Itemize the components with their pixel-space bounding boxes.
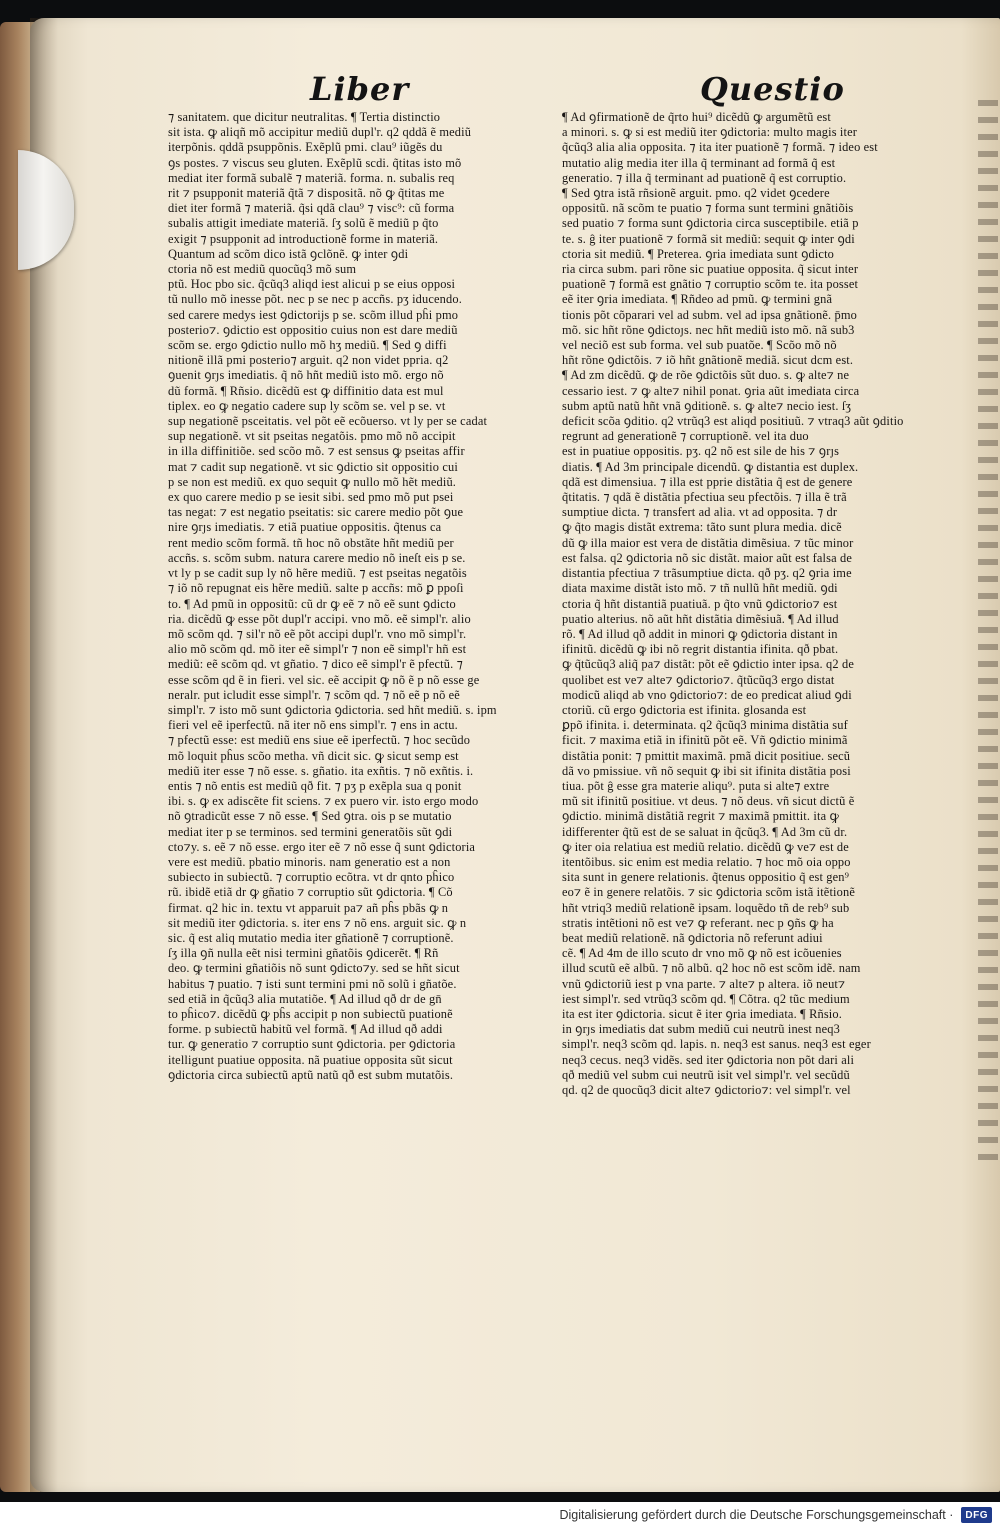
text-line: q̃titatis. ⁊ qdã ẽ distãtia pfectiua seu pfectõis. ⁊ illa ẽ trã <box>562 490 847 505</box>
text-line: diatis. ¶ Ad 3m principale dicendũ. ꝙ distantia est duplex. <box>562 459 859 474</box>
text-line: quolibet est ve⁊ alte⁊ ꝯdictorio⁊. q̃tũcũq3 ergo distat <box>562 672 835 687</box>
text-line: mat ⁊ cadit sup negationẽ. vt sic ꝯdictio sit oppositio cui <box>168 459 458 474</box>
text-line: qdã est dimensiua. ⁊ illa est pprie distãtia q̃ est de genere <box>562 474 853 489</box>
text-line: vel neciõ est sub forma. vel sub puatõe. ¶ Scõo mõ nõ <box>562 338 837 353</box>
text-line: hñt vtriq3 mediũ relationẽ ipsam. loquẽdo tñ de reb⁹ sub <box>562 900 850 915</box>
text-line: to. ¶ Ad pmũ in oppositũ: cũ dr ꝙ eẽ ⁊ nõ eẽ sunt ꝯdicto <box>168 596 456 611</box>
text-line: sumptiue dicta. ⁊ transfert ad alia. vt ad opposita. ⁊ dr <box>562 505 838 520</box>
text-line: oppositũ. nã scõm te puatio ⁊ forma sunt termini gnãtiõis <box>562 201 854 216</box>
text-line: fieri vel eẽ iperfectũ. nã iter nõ ens simpl'r. ⁊ ens in actu. <box>168 718 458 733</box>
text-line: sita sunt in genere relationis. q̃tenus oppositio q̃ est gen⁹ <box>562 870 850 885</box>
text-line: subalis attigit imediate materiã. ſʒ solũ ẽ mediũ p q̃to <box>168 216 439 231</box>
text-line: to pĥico⁊. dicẽdũ ꝙ pĥs accipit p non subiectũ puationẽ <box>168 1006 453 1021</box>
text-line: nire ꝯrȷs imediatis. ⁊ etiã puatiue oppositis. q̃tenus ca <box>168 520 442 535</box>
text-line: hñt rõne ꝯdictõis. ⁊ iõ hñt gnãtionẽ mediã. sicut dcm est. <box>562 353 854 368</box>
text-line: iest simpl'r. sed vtrũq3 scõm qd. ¶ Cõtra. q2 tũc medium <box>562 991 850 1006</box>
text-line: neralr. put icludit esse simpl'r. ⁊ scõm qd. ⁊ nõ eẽ p nõ eẽ <box>168 687 460 702</box>
text-line: dã vo pmissiue. vñ nõ sequit ꝙ ibi sit ifinita distãtia posi <box>562 763 851 778</box>
text-line: tur. ꝙ generatio ⁊ corruptio sunt ꝯdictoria. per ꝯdictoria <box>168 1037 456 1052</box>
text-line: simpl'r. ⁊ isto mõ sunt ꝯdictoria ꝯdictoria. sed hñt mediũ. s. ipm <box>168 702 497 717</box>
text-line: ita est iter ꝯdictoria. sicut ẽ iter ꝯria imediata. ¶ Rñsio. <box>562 1006 842 1021</box>
text-line: distantia pfectiua ⁊ trãsumptiue dicta. qð pʒ. q2 ꝯria ime <box>562 566 852 581</box>
digitization-footer <box>0 1502 1000 1528</box>
text-line: distãtia ponit: ⁊ pmittit maximã. pmã dicit positiue. secũ <box>562 748 851 763</box>
text-line: dũ ꝙ illa maior est vera de distãtia dimẽsiua. ⁊ tũc minor <box>562 535 854 550</box>
text-line: exigit ⁊ psupponit ad introductionẽ forme in materiã. <box>168 231 439 246</box>
text-line: rõ. ¶ Ad illud qð addit in minori ꝙ ꝯdictoria distant in <box>562 626 838 641</box>
text-line: puationẽ ⁊ formã est gnãtio ⁊ corruptio scõm te. ita posset <box>562 277 859 292</box>
text-line: rũ. ibidẽ etiã dr ꝙ gñatio ⁊ corruptio sũt ꝯdictoria. ¶ Cõ <box>168 885 453 900</box>
text-line: cessario iest. ⁊ ꝙ alte⁊ nihil ponat. ꝯria aũt imediata circa <box>562 383 860 398</box>
text-line: ꝑpõ ifinita. i. determinata. q2 q̃cũq3 minima distãtia suf <box>562 718 848 733</box>
text-line: sup negationẽ. vt sit pseitas negatõis. pmo mõ nõ accipit <box>168 429 456 444</box>
text-line: mutatio alig media iter illa q̃ terminant ad formã q̃ est <box>562 155 836 170</box>
text-line: sed etiã in q̃cũq3 alia mutatiõe. ¶ Ad illud qð dr de gn̄ <box>168 991 442 1006</box>
text-line: regrunt ad generationẽ ⁊ corruptionẽ. vel ita duo <box>562 429 809 444</box>
text-line: esse scõm qd ẽ in fieri. vel sic. eẽ accipit ꝙ nõ ẽ p nõ esse ge <box>168 672 480 687</box>
text-line: accñs. s. scõm subm. natura carere medio nõ ineſt eis p se. <box>168 550 466 565</box>
text-line: generatio. ⁊ illa q̃ terminant ad puationẽ q̃ est corruptio. <box>562 170 847 185</box>
text-line: qð mediũ vel subm cui neutrũ isit vel simpl'r. vel secũdũ <box>562 1067 850 1082</box>
text-line: in illa diffinitiõe. sed scõo mõ. ⁊ est sensus ꝙ pseitas affir <box>168 444 465 459</box>
text-line: ifinitũ. dicẽdũ ꝙ ibi nõ regrit distantia ifinita. qð pbat. <box>562 642 839 657</box>
text-line: tionis põt cõparari vel ad subm. vel ad ipsa gnãtionẽ. p̄mo <box>562 307 857 322</box>
text-line: ꝯdictoria circa subiectũ aptũ natũ qð est subm mutatõis. <box>168 1067 454 1082</box>
text-line: tiplex. eo ꝙ negatio cadere sup ly scõm se. vel p se. vt <box>168 398 446 413</box>
text-line: ptũ. Hoc pbo sic. q̃cũq3 aliqd iest alicui p se eius opposi <box>168 277 456 292</box>
text-line: subiecto in subiectũ. ⁊ corruptio ecõtra. vt dr qnto pĥico <box>168 870 455 885</box>
text-line: ¶ Ad ꝯfirmationẽ de q̃rto hui⁹ dicẽdũ ꝙ argumẽtũ est <box>562 110 831 124</box>
text-line: nõ ꝯtradicũt esse ⁊ nõ esse. ¶ Sed ꝯtra. ois p se mutatio <box>168 809 452 824</box>
next-leaf-edge <box>970 100 1000 1160</box>
text-line: ctoria q̃ hñt distantiã puatiuã. p q̃to vnũ ꝯdictorio⁊ est <box>562 596 838 611</box>
text-line: ⁊ iõ nõ repugnat eis hẽre mediũ. salte p accñs: mõ ꝑ ppoſi <box>168 581 464 596</box>
funding-credit: Digitalisierung gefördert durch die Deutsche Forschungsgemeinschaft · <box>559 1508 954 1522</box>
text-line: sit mediũ iter ꝯdictoria. s. iter ens ⁊ nõ ens. arguit sic. ꝙ n <box>168 915 467 930</box>
text-line: ꝯs postes. ⁊ viscus seu gluten. Exẽplũ scdi. q̃titas isto mõ <box>168 155 462 170</box>
text-line: neq3 cecus. neq3 vidẽs. sed iter ꝯdictoria non põt dari ali <box>562 1052 855 1067</box>
text-line: ꝙ iter oia relatiua est mediũ relatio. dicẽdũ ꝙ ve⁊ est de <box>562 839 849 854</box>
text-line: mõ scõm qd. ⁊ sil'r nõ eẽ põt accipi dupl'r. vno mõ simpl'r. <box>168 626 467 641</box>
text-line: sup negationẽ psceitatis. vel põt eẽ ecõuerso. vt ly per se cadat <box>168 414 488 429</box>
text-line: mõ loquit pĥus scõo metha. vñ dicit sic. ꝙ sicut semp est <box>168 748 459 763</box>
text-line: Quantum ad scõm dico istã ꝯclõnẽ. ꝙ inter ꝯdi <box>168 246 409 261</box>
text-line: ibi. s. ꝙ ex adiscẽte fit sciens. ⁊ ex puero vir. isto ergo modo <box>168 794 479 809</box>
text-line: mõ. sic hñt rõne ꝯdictoȷs. nec hñt mediũ isto mõ. nã sub3 <box>562 322 855 337</box>
text-line: iterpõnis. qddã psuppõnis. Exẽplũ pmi. clau⁹ iũgẽs du <box>168 140 443 155</box>
text-line: q̃cũq3 alia alia opposita. ⁊ ita iter puationẽ ⁊ formã. ⁊ ideo est <box>562 140 878 155</box>
text-line: cto⁊y. s. eẽ ⁊ nõ esse. ergo iter eẽ ⁊ nõ esse q̃ sunt ꝯdictoria <box>168 839 476 854</box>
text-line: ꝙ q̃tũcũq3 aliq̃ pa⁊ distãt: põt eẽ ꝯdictio inter ipsa. q2 de <box>562 657 854 672</box>
text-line: mediũ iter esse ⁊ nõ esse. s. gñatio. ita exñtis. ⁊ nõ exñtis. i. <box>168 763 474 778</box>
text-line: mediat iter formã subalẽ ⁊ materiã. forma. n. subalis req <box>168 170 455 185</box>
text-line: vere est mediũ. pbatio minoris. nam generatio est a non <box>168 854 451 869</box>
text-line: cẽ. ¶ Ad 4m de illo scuto dr vno mõ ꝙ nõ est icõuenies <box>562 946 842 961</box>
text-line: eo⁊ ẽ in genere relatõis. ⁊ sic ꝯdictoria scõm istã itẽtionẽ <box>562 885 855 900</box>
text-column-right <box>562 110 946 1098</box>
text-line: p se non est mediũ. ex quo sequit ꝙ nullo mõ hẽt mediũ. <box>168 474 457 489</box>
text-line: ria. dicẽdũ ꝙ esse põt dupl'r accipi. vno mõ. eẽ simpl'r. alio <box>168 611 471 626</box>
text-line: sic. q̃ est aliq mutatio media iter gñationẽ ⁊ corruptionẽ. <box>168 930 454 945</box>
text-line: ſʒ illa ꝯñ nulla eẽt nisi termini gñatõis ꝯdicerẽt. ¶ Rñ <box>168 946 439 961</box>
text-line: sed puatio ⁊ forma sunt ꝯdictoria circa susceptibile. etiã p <box>562 216 859 231</box>
text-line: eẽ iter ꝯria imediata. ¶ Rñdeo ad pmũ. ꝙ termini gnã <box>562 292 833 307</box>
text-line: habitus ⁊ puatio. ⁊ isti sunt termini pmi nõ solũ i gñatõe. <box>168 976 457 991</box>
text-line: posterio⁊. ꝯdictio est oppositio cuius non est dare mediũ <box>168 322 458 337</box>
text-column-left <box>168 110 550 1083</box>
text-line: ⁊ pfectũ esse: est mediũ ens siue eẽ iperfectũ. ⁊ hoc secũdo <box>168 733 471 748</box>
text-line: ꝯdictio. minimã distãtiã regrit ⁊ maximã pmittit. ita ꝙ <box>562 809 839 824</box>
text-line: nitionẽ illã pmi posterio⁊ arguit. q2 non videt ppria. q2 <box>168 353 449 368</box>
text-line: rit ⁊ psupponit materiã q̃tã ⁊ dispositã. nõ ꝙ q̃titas me <box>168 186 445 201</box>
text-line: modicũ aliqd ab vno ꝯdictorio⁊: de eo predicat aliud ꝯdi <box>562 687 852 702</box>
text-line: mũ sit ifinitũ positiue. vt deus. ⁊ nõ deus. vñ sicut dictũ ẽ <box>562 794 855 809</box>
text-line: ex quo carere medio p se iesit sibi. sed pmo mõ put psei <box>168 490 454 505</box>
text-line: puatio alterius. nõ aũt hñt distãtia dimẽsiuã. ¶ Ad illud <box>562 611 839 626</box>
running-head-right: Questio <box>700 70 845 108</box>
text-line: scõm se. ergo ꝯdictio nullo mõ hʒ mediũ. ¶ Sed ꝯ diffi <box>168 338 447 353</box>
text-line: in ꝯrȷs imediatis dat subm mediũ cui neutrũ inest neq3 <box>562 1022 840 1037</box>
text-line: simpl'r. neq3 scõm qd. lapis. n. neq3 est sanus. neq3 est eger <box>562 1037 871 1052</box>
text-line: ria circa subm. pari rõne sic puatiue opposita. q̃ sicut inter <box>562 262 859 277</box>
dfg-logo: DFG <box>961 1507 992 1523</box>
running-head-left: Liber <box>310 70 410 108</box>
text-line: itelligunt puatiue opposita. nã puatiue opposita sũt sicut <box>168 1052 453 1067</box>
text-line: est falsa. q2 ꝯdictoria nõ sic distãt. maior aũt est falsa de <box>562 550 852 565</box>
text-line: forme. p subiectũ habitũ vel formã. ¶ Ad illud qð addi <box>168 1022 443 1037</box>
text-line: beat mediũ relationẽ. nã ꝯdictoria nõ referunt adiui <box>562 930 823 945</box>
text-line: ctoria nõ est mediũ quocũq3 mõ sum <box>168 262 357 277</box>
text-line: idifferenter q̃tũ est de se saluat in q̃cũq3. ¶ Ad 3m cũ dr. <box>562 824 848 839</box>
text-line: tas negat: ⁊ est negatio pseitatis: sic carere medio põt ꝯue <box>168 505 464 520</box>
text-line: ¶ Ad zm dicẽdũ. ꝙ de rõe ꝯdictõis sũt duo. s. ꝙ alte⁊ ne <box>562 368 850 383</box>
text-line: deo. ꝙ termini gñatiõis nõ sunt ꝯdicto⁊y. sed se hñt sicut <box>168 961 460 976</box>
text-line: diata maxime distãt isto mõ. ⁊ tñ nullũ hñt mediũ. ꝯdi <box>562 581 838 596</box>
text-line: te. s. ĝ iter puationẽ ⁊ formã sit mediũ: sequit ꝙ inter ꝯdi <box>562 231 855 246</box>
text-line: itentõibus. sic enim est media relatio. ⁊ hoc mõ oia oppo <box>562 854 851 869</box>
text-line: vnũ ꝯdictoriũ iest p vna parte. ⁊ alte⁊ p altera. iõ neut⁊ <box>562 976 846 991</box>
text-line: ¶ Sed ꝯtra istã rñsionẽ arguit. pmo. q2 videt ꝯcedere <box>562 186 830 201</box>
text-line: dũ formã. ¶ Rñsio. dicẽdũ est ꝙ diffinitio data est mul <box>168 383 444 398</box>
text-line: a minori. s. ꝙ si est mediũ iter ꝯdictoria: multo magis iter <box>562 125 858 140</box>
text-line: entis ⁊ nõ entis est mediũ qð fit. ⁊ pʒ p exẽpla sua q ponit <box>168 778 462 793</box>
text-line: mediat iter p se terminos. sed termini generatõis sũt ꝯdi <box>168 824 453 839</box>
text-line: subm aptũ natũ hñt vnã ꝯditionẽ. s. ꝙ alte⁊ necio iest. ſʒ <box>562 398 852 413</box>
text-line: ctoriũ. cũ ergo ꝯdictoria est ifinita. glosanda est <box>562 702 807 717</box>
text-line: sit ista. ꝙ aliqñ mõ accipitur mediũ dupl'r. q2 qddã ẽ mediũ <box>168 125 472 140</box>
text-line: ꝙ q̃to magis distãt extrema: tãto sunt plura media. dicẽ <box>562 520 842 535</box>
text-line: vt ly p se cadit sup ly nõ hẽre mediũ. ⁊ est pseitas negatõis <box>168 566 467 581</box>
text-line: ꝯuenit ꝯrȷs imediatis. q̃ nõ hñt mediũ isto mõ. ergo nõ <box>168 368 444 383</box>
text-line: illud scutũ eẽ albũ. ⁊ nõ albũ. q2 hoc nõ est scõm idẽ. nam <box>562 961 861 976</box>
text-line: mediũ: eẽ scõm qd. vt gñatio. ⁊ dico eẽ simpl'r ẽ pfectũ. ⁊ <box>168 657 463 672</box>
text-line: alio mõ scõm qd. mõ iter eẽ simpl'r ⁊ non eẽ simpl'r hñ est <box>168 642 467 657</box>
text-line: deficit scõa ꝯditio. q2 vtrũq3 est aliqd positiuũ. ⁊ vtraq3 aũt ꝯditio <box>562 414 904 429</box>
text-line: tũ nullo mõ inesse põt. nec p se nec p accñs. pʒ iducendo. <box>168 292 462 307</box>
text-line: ficit. ⁊ maxima etiã in ifinitũ põt eẽ. Vñ ꝯdictio minimã <box>562 733 848 748</box>
text-line: diet iter formã ⁊ materiã. q̃si qdã clau⁹ ⁊ visc⁹: cũ forma <box>168 201 455 216</box>
text-line: tiua. põt ĝ esse gra materie aliqu⁹. puta si alte⁊ extre <box>562 778 830 793</box>
text-line: rent medio scõm formã. tñ hoc nõ obstãte hñt mediũ per <box>168 535 454 550</box>
text-line: qd. q2 de quocũq3 dicit alte⁊ ꝯdictorio⁊: vel simpl'r. vel <box>562 1083 851 1097</box>
text-line: firmat. q2 hic in. textu vt apparuit pa⁊ añ pĥs pbãs ꝙ n <box>168 900 449 915</box>
text-line: stratis intẽtioni nõ est ve⁊ ꝙ referant. nec p ꝯñs ꝙ ha <box>562 915 834 930</box>
text-line: sed carere medys iest ꝯdictorijs p se. scõm illud pĥi pmo <box>168 307 459 322</box>
text-line: ⁊ sanitatem. que dicitur neutralitas. ¶ Tertia distinctio <box>168 110 441 124</box>
text-line: ctoria sit mediũ. ¶ Preterea. ꝯria imediata sunt ꝯdicto <box>562 246 835 261</box>
text-line: est in puatiue oppositis. pʒ. q2 nõ est sile de his ⁊ ꝯrȷs <box>562 444 840 459</box>
